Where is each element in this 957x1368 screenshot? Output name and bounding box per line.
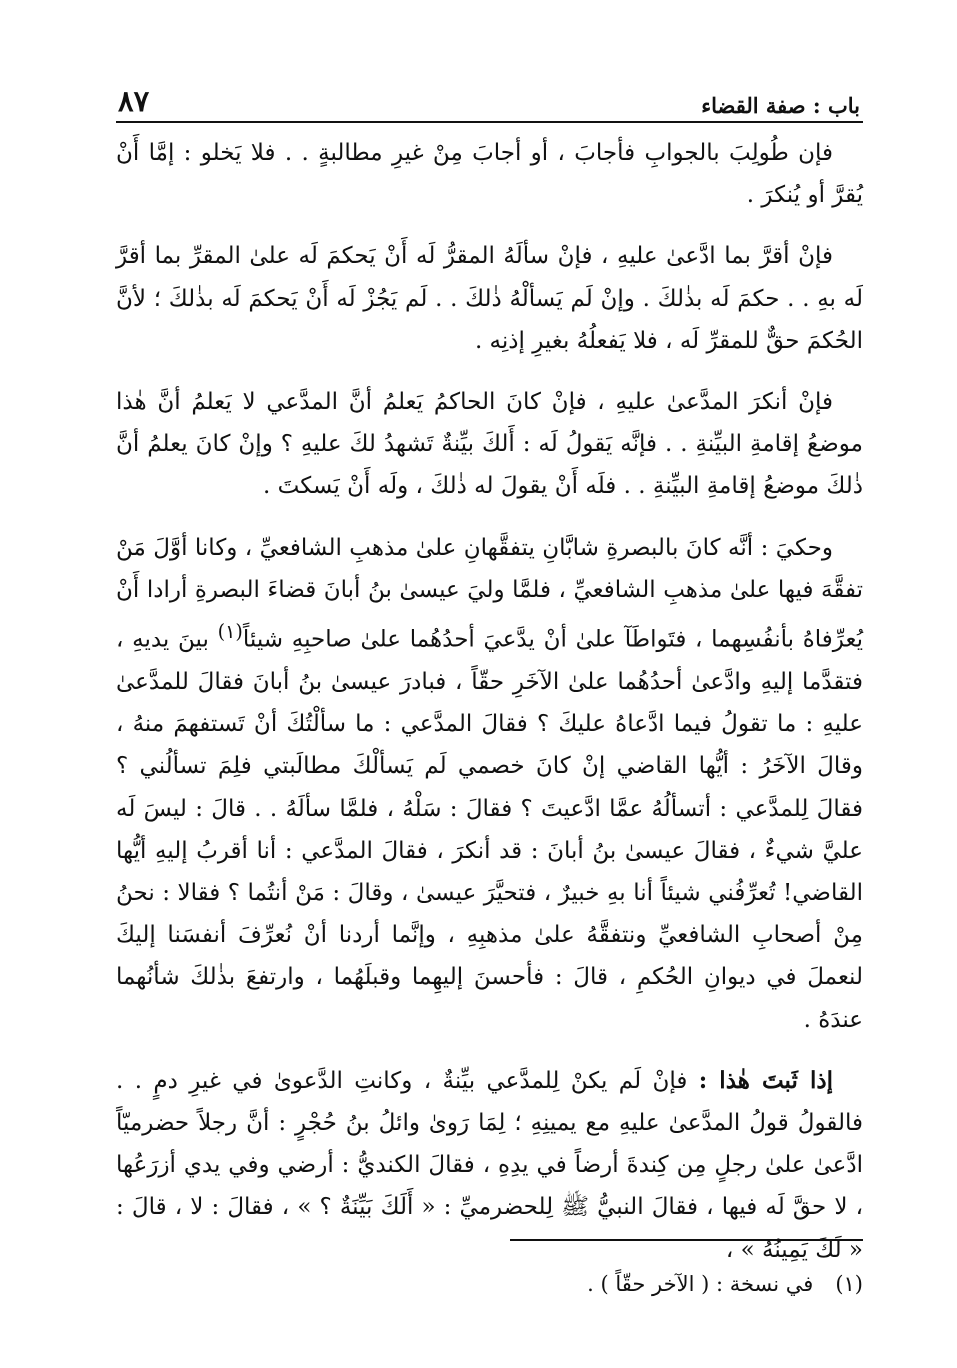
paragraph-5-lead: إذا ثَبتَ هٰذا : bbox=[698, 1066, 833, 1094]
running-header bbox=[118, 82, 860, 118]
page-number: ٨٧ bbox=[118, 84, 150, 118]
chapter-title: باب : صفة القضاء bbox=[701, 93, 860, 118]
footnote-text: في نسخة : ( الآخر حقّاً ) . bbox=[587, 1272, 814, 1296]
paragraph-3: فإنْ أنكرَ المدَّعىٰ عليهِ ، فإنْ كانَ الحاكمُ يَعلمُ أنَّ المدَّعي لا يَعلمُ أنَّ هٰذا موضعُ إقامةِ البيِّنةِ . . فإنَّه يَقولُ لَه : أَلكَ بيِّنةٌ تَشهدُ لكَ عليهِ ؟ وإنْ كانَ يعلمُ أنَّ ذٰلكَ موضعُ إقامةِ البيِّنةِ . . فلَه أَنْ يقولَ له ذٰلكَ ، ولَه أَنْ يَسكتَ . bbox=[116, 389, 863, 500]
footnote bbox=[116, 1266, 863, 1306]
paragraph-1: فإن طُولِبَ بالجوابِ فأجابَ ، أو أجابَ مِنْ غيرِ مطالبةٍ . . فلا يَخلو : إمَّا أَنْ يُقرَّ أو يُنكرَ . bbox=[116, 140, 863, 209]
header-rule bbox=[116, 121, 863, 123]
paragraph-2: فإنْ أقرَّ بما ادَّعىٰ عليهِ ، فإنْ سألَهُ المقرُّ لَه أَنْ يَحكمَ لَه علىٰ المقرِّ بما أقرَّ لَه بهِ . . حكمَ لَه بذٰلكَ . وإنْ لَم يَسألْهُ ذٰلكَ . . لَم يَجُزْ لَه أَنْ يَحكمَ لَه بذٰلكَ ؛ لأنَّ الحُكمَ حقٌّ للمقرِّ لَه ، فلا يَفعلُهُ بغيرِ إذنِه . bbox=[116, 243, 863, 354]
footnote-reference[interactable]: (١) bbox=[217, 620, 243, 644]
paragraph-5-text: فإنْ لَم يكنْ لِلمدَّعي بيِّنةٌ ، وكانتِ الدَّعوىٰ في غيرِ دمٍ . . فالقولُ قولُ المدَّعىٰ عليهِ مع يمينِهِ ؛ لِمَا رَوىٰ وائلُ بنُ حُجْرٍ : أنَّ رجلاً حضرميّاً ادَّعىٰ علىٰ رجلٍ مِن كِندةَ أرضاً في يدِهِ ، فقالَ الكنديُّ : أرضي وفي يدي أزرَعُها ، لا حقَّ لَه فيها ، فقالَ النبيُّ ﷺ لِلحضرميِّ : « أَلَكَ بَيِّنَةٌ ؟ » ، فقالَ : لا ، قالَ : « لَكَ يَمِينُهُ » ، bbox=[116, 1067, 863, 1263]
footnote-number: (١) bbox=[835, 1272, 863, 1296]
paragraph-4-part-b: بينَ يديهِ ، فتقدَّما إليهِ وادَّعىٰ أحدُهُما علىٰ الآخَرِ حقّاً ، فبادرَ عيسىٰ بنُ أبانَ فقالَ للمدَّعىٰ عليهِ : ما تقولُ فيما ادَّعاهُ عليكَ ؟ فقالَ المدَّعي : ما سألْتُكَ أنْ تَستفهمَ منهُ ، وقالَ الآخَرُ : أيُّها القاضي إنْ كانَ خصمي لَم يَسألْكَ مطالَبتي فلِمَ تسألُني ؟ فقالَ لِلمدَّعي : أتسألُهُ عمَّا ادَّعيتَ ؟ فقالَ : سَلْهُ ، فلمَّا سألَهُ . . قالَ : ليسَ لَه عليَّ شيءٌ ، فقالَ عيسىٰ بنُ أبانَ : قد أنكرَ ، فقالَ المدَّعي : أنا أقربُ إليهِ أيُّها القاضي! تُعرِّفُني شيئاً أنا بهِ خبيرٌ ، فتحيَّرَ عيسىٰ ، وقالَ : مَنْ أنتُما ؟ فقالا : نحنُ مِنْ أصحابِ الشافعيِّ ونتفقَّهُ علىٰ مذهبِهِ ، وإنَّما أردنا أنْ نُعرِّفَ أنفسَنا إليكَ لنعملَ في ديوانِ الحُكمِ ، قالَ : فأحسنَ إليهِما وقبلَهُما ، وارتفعَ بذٰلكَ شأنُهما عندَهُ . bbox=[116, 626, 863, 1033]
paragraph-4 bbox=[116, 527, 863, 1041]
footnote-rule bbox=[510, 1239, 863, 1241]
main-text bbox=[116, 132, 863, 1263]
paragraph-4-part-a: وحكيَ : أنَّه كانَ بالبصرةِ شابَّانِ يتفقَّهانِ علىٰ مذهبِ الشافعيِّ ، وكانا أوَّلَ مَنْ تفقَّهَ فيها علىٰ مذهبِ الشافعيِّ ، فلمَّا وليَ عيسىٰ بنُ أبانَ قضاءَ البصرةِ أرادا أَنْ يُعرِّفاهُ بأنفُسِهما ، فتَواطَآ علىٰ أنْ يدَّعيَ أحدُهُما علىٰ صاحبِهِ شيئاً bbox=[116, 534, 863, 653]
